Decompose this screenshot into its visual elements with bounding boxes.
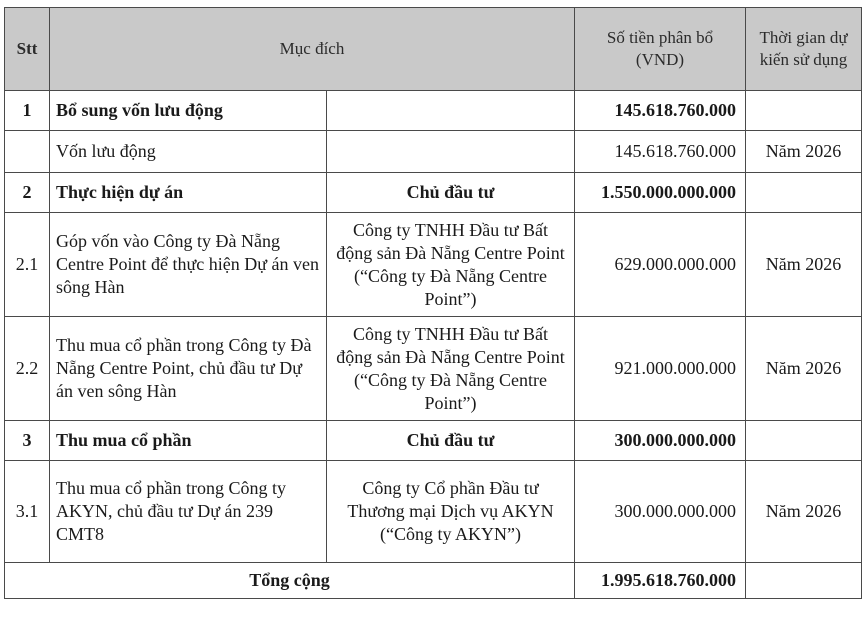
- row-stt: 2.2: [5, 317, 50, 421]
- table-row: [5, 317, 862, 421]
- header-purpose: Mục đích: [50, 8, 575, 91]
- table-header-row: [5, 8, 862, 91]
- row-owner: Công ty Cổ phần Đầu tư Thương mại Dịch vụ AKYN (“Công ty AKYN”): [327, 461, 575, 563]
- row-time: Năm 2026: [746, 131, 862, 173]
- header-amount: Số tiền phân bổ (VND): [575, 8, 746, 91]
- row-time: [746, 421, 862, 461]
- row-amount: 145.618.760.000: [575, 131, 746, 173]
- table-row: [5, 461, 862, 563]
- row-amount: 629.000.000.000: [575, 213, 746, 317]
- total-label: Tổng cộng: [5, 563, 575, 599]
- table-total-row: [5, 563, 862, 599]
- row-amount: 300.000.000.000: [575, 461, 746, 563]
- row-stt: 2.1: [5, 213, 50, 317]
- row-purpose: Thu mua cổ phần: [50, 421, 327, 461]
- table-row: [5, 173, 862, 213]
- row-amount: 1.550.000.000.000: [575, 173, 746, 213]
- row-amount: 145.618.760.000: [575, 91, 746, 131]
- table-row: [5, 421, 862, 461]
- row-stt: 3: [5, 421, 50, 461]
- total-time: [746, 563, 862, 599]
- row-time: Năm 2026: [746, 317, 862, 421]
- row-time: [746, 173, 862, 213]
- row-purpose: Thu mua cổ phần trong Công ty AKYN, chủ đầu tư Dự án 239 CMT8: [50, 461, 327, 563]
- row-purpose: Bổ sung vốn lưu động: [50, 91, 327, 131]
- row-stt: 1: [5, 91, 50, 131]
- row-stt: [5, 131, 50, 173]
- row-owner: Công ty TNHH Đầu tư Bất động sản Đà Nẵng Centre Point (“Công ty Đà Nẵng Centre Point”): [327, 317, 575, 421]
- row-time: Năm 2026: [746, 461, 862, 563]
- row-owner: [327, 131, 575, 173]
- row-time: [746, 91, 862, 131]
- row-owner: Chủ đầu tư: [327, 421, 575, 461]
- table-row: [5, 213, 862, 317]
- row-amount: 300.000.000.000: [575, 421, 746, 461]
- row-purpose: Góp vốn vào Công ty Đà Nẵng Centre Point để thực hiện Dự án ven sông Hàn: [50, 213, 327, 317]
- row-stt: 2: [5, 173, 50, 213]
- row-purpose: Thực hiện dự án: [50, 173, 327, 213]
- row-owner: Công ty TNHH Đầu tư Bất động sản Đà Nẵng Centre Point (“Công ty Đà Nẵng Centre Point”): [327, 213, 575, 317]
- allocation-table: [4, 7, 862, 599]
- row-time: Năm 2026: [746, 213, 862, 317]
- row-stt: 3.1: [5, 461, 50, 563]
- row-purpose: Thu mua cổ phần trong Công ty Đà Nẵng Centre Point, chủ đầu tư Dự án ven sông Hàn: [50, 317, 327, 421]
- row-owner: [327, 91, 575, 131]
- row-amount: 921.000.000.000: [575, 317, 746, 421]
- row-purpose: Vốn lưu động: [50, 131, 327, 173]
- header-time: Thời gian dự kiến sử dụng: [746, 8, 862, 91]
- header-stt: Stt: [5, 8, 50, 91]
- table-row: [5, 131, 862, 173]
- row-owner: Chủ đầu tư: [327, 173, 575, 213]
- total-amount: 1.995.618.760.000: [575, 563, 746, 599]
- table-row: [5, 91, 862, 131]
